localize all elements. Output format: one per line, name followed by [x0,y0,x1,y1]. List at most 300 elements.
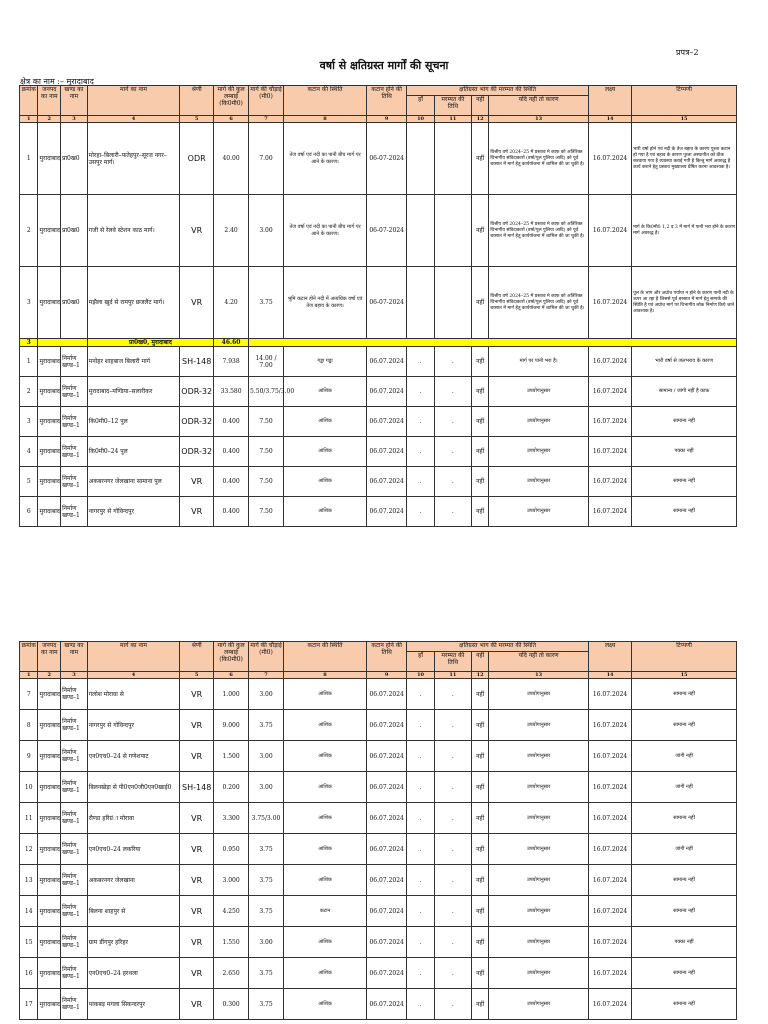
cell-reason: उपयोगानुसार [489,679,589,710]
cell-cut-status: तेज वर्षा एवं नदी का पानी बीच मार्ग पर आने के कारण। [283,123,366,195]
cell-repair-date: . [434,865,471,896]
cell-length: 3.300 [214,803,249,834]
cell-width: 7.50 [249,467,284,497]
table-row [20,437,737,467]
cell-sn: 1 [20,347,38,377]
cell-target: 16.07.2024 [589,896,632,927]
table-row [20,467,737,497]
cell-district: मुरादाबाद [38,123,61,195]
cell-district: मुरादाबाद [38,377,61,407]
cell-width: 7.50 [249,497,284,527]
table-row [20,347,737,377]
cell-category: SH-148 [180,347,214,377]
col-width: मार्ग की चौड़ाई (मी0) [249,86,284,116]
cell-district: मुरादाबाद [38,865,61,896]
cell-district: मुरादाबाद [38,267,61,339]
table-body-1 [20,123,737,527]
col-no: नहीं [471,96,488,116]
cell-district: मुरादाबाद [38,927,61,958]
cell-reason: उपयोगानुसार [489,865,589,896]
cell-length: 9.000 [214,710,249,741]
cell-yes: . [407,377,435,407]
cell-no: नहीं [471,437,488,467]
cell-reason: उपयोगानुसार [489,803,589,834]
cell-reason: उपयोगानुसार [489,896,589,927]
cell-target: 16.07.2024 [589,772,632,803]
col-division: खण्ड का नाम [61,86,88,116]
cell-no: नहीं [471,377,488,407]
cell-length: 1.550 [214,927,249,958]
cell-length: 2.40 [214,195,249,267]
cell-reason: उपयोगानुसार [489,497,589,527]
cell-road: कि0मी0–24 पुल [87,437,179,467]
cell-cut-status: आंशिक [283,437,366,467]
cell-category: VR [180,865,214,896]
cell-remarks: मार्ग के कि0मी0 1,2 व 3 में मार्ग में पानी भरा होने के कारण मार्ग अवरुद्ध है। [632,195,737,267]
column-number: 7 [249,116,284,123]
cell-cut-status: कटान [283,896,366,927]
table-row [20,958,737,989]
cell-district: मुरादाबाद [38,679,61,710]
cell-cut-date: 06-07-2024 [367,267,407,339]
cell-road: रौण्डा हरिग्रंा मोरावा [87,803,179,834]
column-number: 11 [434,672,471,679]
col-cut-status: कटान की स्थिति [283,86,366,116]
cell-yes: . [407,710,435,741]
col-target: लक्ष्य [589,86,632,116]
cell-width: 3.75/3.00 [249,803,284,834]
cell-cut-date: 06.07.2024 [367,958,407,989]
col-division: खण्ड का नाम [61,642,88,672]
cell-division: निर्माण खण्ड–1 [61,803,88,834]
cell-division: निर्माण खण्ड–1 [61,497,88,527]
cell-reason: उपयोगानुसार [489,407,589,437]
cell-cut-status: आंशिक [283,377,366,407]
cell-width: 3.75 [249,958,284,989]
cell-reason: उपयोगानुसार [489,377,589,407]
cell-no: नहीं [471,803,488,834]
cell-target: 16.07.2024 [589,834,632,865]
cell-no: नहीं [471,865,488,896]
table-row [20,123,737,195]
cell-district: मुरादाबाद [38,710,61,741]
cell-remarks: सामान्य नहीं [632,467,737,497]
column-number: 15 [632,116,737,123]
cell-length: 0.950 [214,834,249,865]
cell-width: 3.00 [249,195,284,267]
cell-road: एन0एच0–24 से गणेशपाट [87,741,179,772]
cell-category: VR [180,195,214,267]
cell-cut-date: 06-07-2024 [367,123,407,195]
cell-district: मुरादाबाद [38,347,61,377]
col-remarks: टिप्पणी [632,86,737,116]
cell-sn: 2 [20,377,38,407]
cell-district: मुरादाबाद [38,989,61,1020]
col-yes: हाँ [407,96,435,116]
cell-no: नहीं [471,710,488,741]
cell-remarks: पक्का नहीं [632,437,737,467]
cell-repair-date: . [434,896,471,927]
cell-width: 5.50/3.75/3.00 [249,377,284,407]
col-repair-date: मरम्मत की तिथि [434,652,471,672]
cell-cut-date: 06.07.2024 [367,803,407,834]
col-length: मार्ग की कुल लम्बाई (कि0मी0) [214,642,249,672]
column-number: 2 [38,672,61,679]
cell-reason: उपयोगानुसार [489,834,589,865]
cell-cut-date: 06.07.2024 [367,467,407,497]
cell-road: अकबरनगर जेलखाना सामाना पुल [87,467,179,497]
form-number: प्रपत्र–2 [676,48,699,57]
cell-cut-status: आंशिक [283,741,366,772]
cell-target: 16.07.2024 [589,437,632,467]
cell-district: मुरादाबाद [38,958,61,989]
cell-category: VR [180,958,214,989]
cell-cut-status: आंशिक [283,834,366,865]
table-row [20,989,737,1020]
column-number-row [20,116,737,123]
cell-cut-date: 06-07-2024 [367,195,407,267]
cell-cut-date: 06.07.2024 [367,989,407,1020]
table-row [20,834,737,865]
road-damage-table-2 [19,641,737,1020]
cell-division: निर्माण खण्ड–1 [61,467,88,497]
cell-target: 16.07.2024 [589,467,632,497]
cell-repair-date: . [434,497,471,527]
cell-district: मुरादाबाद [38,497,61,527]
cell-yes: . [407,407,435,437]
cell-target: 16.07.2024 [589,407,632,437]
cell-category: ODR-32 [180,407,214,437]
cell-reason: उपयोगानुसार [489,989,589,1020]
cell-category: VR [180,927,214,958]
cell-target: 16.07.2024 [589,958,632,989]
col-yes: हाँ [407,652,435,672]
cell-division: निर्माण खण्ड–1 [61,377,88,407]
column-number: 4 [87,116,179,123]
cell-category: SH-148 [180,772,214,803]
cell-yes: . [407,958,435,989]
cell-cut-status: आंशिक [283,467,366,497]
table-body-2 [20,679,737,1020]
cell-length: 0.300 [214,989,249,1020]
cell-cut-status: आंशिक [283,407,366,437]
cell-cut-status: आंशिक [283,710,366,741]
cell-reason: उपयोगानुसार [489,437,589,467]
cell-sn: 17 [20,989,38,1020]
col-cut-date: कटान होने की तिथि [367,642,407,672]
cell-cut-status: आंशिक [283,803,366,834]
page-title: वर्षा से क्षतिग्रस्त मार्गों की सूचना [319,59,449,72]
col-district: जनपद का नाम [38,86,61,116]
cell-no: नहीं [471,195,488,267]
cell-no: नहीं [471,834,488,865]
cell-cut-date: 06.07.2024 [367,497,407,527]
cell-repair-date: . [434,834,471,865]
cell-no: नहीं [471,407,488,437]
cell-yes: . [407,989,435,1020]
cell-reason: उपयोगानुसार [489,710,589,741]
cell-division: निर्माण खण्ड–1 [61,958,88,989]
cell-target: 16.07.2024 [589,195,632,267]
cell-cut-status: आंशिक [283,679,366,710]
cell-no: नहीं [471,772,488,803]
cell-remarks: सामान्य नहीं [632,679,737,710]
cell-remarks: सामान्य नहीं [632,803,737,834]
cell-yes [407,267,435,339]
col-sn: क्रमांक [20,86,38,116]
column-number: 7 [249,672,284,679]
cell-remarks: जांगी नहीं [632,772,737,803]
cell-division: निर्माण खण्ड–1 [61,865,88,896]
cell-remarks: भारी वर्षा से जलभराव के कारण [632,347,737,377]
cell-cut-status: आंशिक [283,497,366,527]
cell-cut-status: भूमि कटान होने नदी में अत्यधिक वर्षा एवं तेज बहाव के कारण। [283,267,366,339]
cell-yes: . [407,834,435,865]
cell-sn: 7 [20,679,38,710]
cell-category: VR [180,803,214,834]
cell-sn: 10 [20,772,38,803]
column-number: 6 [214,116,249,123]
cell-category: VR [180,497,214,527]
cell-repair-date: . [434,927,471,958]
cell-sn: 13 [20,865,38,896]
cell-no: नहीं [471,989,488,1020]
cell-target: 16.07.2024 [589,679,632,710]
column-number: 14 [589,672,632,679]
cell-no: नहीं [471,467,488,497]
cell-remarks: पुल के भाग और अप्रोच पर्याप्त न होने के कारण पानी नदी के ऊपर आ रहा है जिससे पूर्व बरसात में मार्ग हेतु सम्पर्क की स्थिति है एवं अप्रोच मार्ग पर विभागीय लोक निर्माण किये जाने आवश्यक है। [632,267,737,339]
cell-cut-status: गड्ढा गड्ढा [283,347,366,377]
col-category: श्रेणी [180,642,214,672]
cell-yes: . [407,347,435,377]
cell-no: नहीं [471,958,488,989]
column-number: 9 [367,116,407,123]
cell-width: 7.50 [249,437,284,467]
cell-sn: 1 [20,123,38,195]
cell-length: 3.000 [214,865,249,896]
cell-length: 0.400 [214,407,249,437]
col-district: जनपद का नाम [38,642,61,672]
table-row [20,195,737,267]
cell-width: 3.00 [249,679,284,710]
column-number: 8 [283,116,366,123]
column-number: 12 [471,672,488,679]
table-row [20,896,737,927]
cell-cut-date: 06.07.2024 [367,347,407,377]
cell-width: 3.75 [249,267,284,339]
cell-target: 16.07.2024 [589,123,632,195]
cell-width: 3.75 [249,989,284,1020]
cell-cut-status: आंशिक [283,989,366,1020]
col-repair-status: क्षतिग्रस्त भाग की मरम्मत की स्थिति [407,642,589,652]
column-number: 8 [283,672,366,679]
cell-yes: . [407,679,435,710]
column-number: 10 [407,672,435,679]
cell-district: मुरादाबाद [38,834,61,865]
cell-length: 33.580 [214,377,249,407]
cell-division: निर्माण खण्ड–1 [61,989,88,1020]
cell-no: नहीं [471,497,488,527]
cell-sn: 14 [20,896,38,927]
cell-category: VR [180,467,214,497]
cell-road: अकबरनगर जेलखाना [87,865,179,896]
cell-division: निर्माण खण्ड–1 [61,834,88,865]
cell-no: नहीं [471,927,488,958]
cell-reason: मार्ग पर पानी भरा है। [489,347,589,377]
table-header [20,642,737,679]
table-row [20,377,737,407]
cell-cut-status: आंशिक [283,927,366,958]
cell-repair-date: . [434,803,471,834]
cell-target: 16.07.2024 [589,741,632,772]
cell-cut-date: 06.07.2024 [367,710,407,741]
cell-road: गजी से रेलवे स्टेशन काठ मार्ग। [87,195,179,267]
cell-sn: 12 [20,834,38,865]
cell-sn: 4 [20,437,38,467]
cell-width: 7.00 [249,123,284,195]
cell-target: 16.07.2024 [589,267,632,339]
cell-yes: . [407,772,435,803]
cell-width: 14.00 / 7.00 [249,347,284,377]
cell-cut-date: 06.07.2024 [367,865,407,896]
cell-division: निर्माण खण्ड–1 [61,710,88,741]
cell-sn: 16 [20,958,38,989]
cell-yes: . [407,467,435,497]
cell-yes: . [407,497,435,527]
cell-cut-status: आंशिक [283,772,366,803]
cell-sn: 3 [20,267,38,339]
column-number: 1 [20,116,38,123]
total-blank [249,339,737,347]
column-number-row [20,672,737,679]
cell-yes: . [407,803,435,834]
cell-yes: . [407,927,435,958]
cell-width: 3.75 [249,710,284,741]
cell-district: मुरादाबाद [38,467,61,497]
cell-target: 16.07.2024 [589,989,632,1020]
cell-length: 7.938 [214,347,249,377]
cell-no: नहीं [471,896,488,927]
cell-target: 16.07.2024 [589,710,632,741]
cell-yes: . [407,741,435,772]
cell-length: 4.250 [214,896,249,927]
cell-width: 3.75 [249,865,284,896]
cell-road: नागरपुर से गोविन्दपुर [87,710,179,741]
cell-yes: . [407,865,435,896]
cell-sn: 8 [20,710,38,741]
column-number: 14 [589,116,632,123]
cell-sn: 15 [20,927,38,958]
col-remarks: टिप्पणी [632,642,737,672]
cell-category: VR [180,989,214,1020]
cell-reason: वित्तीय वर्ष 2024–25 में प्रस्ताव मे काफ़ को अतिरिक्त विभागीय संविदाकारों (वर्षा/पुल पुलिया आदि) को पूर्व बरसात में मार्ग हेतु कार्ययोजना में शामिल की जा चुकी है। [489,195,589,267]
cell-division: निर्माण खण्ड–1 [61,437,88,467]
cell-road: मझैला खुर्द से रामपुर छजलैट मार्ग। [87,267,179,339]
cell-reason: वित्तीय वर्ष 2024–25 में प्रस्ताव मे काफ़ को अतिरिक्त विभागीय संविदाकारों (वर्षा/पुल पुलिया आदि) को पूर्व बरसात में मार्ग हेतु कार्ययोजना में शामिल की जा चुकी है। [489,267,589,339]
cell-length: 2.650 [214,958,249,989]
cell-yes [407,123,435,195]
col-cut-status: कटान की स्थिति [283,642,366,672]
cell-division: निर्माण खण्ड–1 [61,896,88,927]
column-number: 6 [214,672,249,679]
cell-repair-date: . [434,377,471,407]
cell-category: ODR-32 [180,437,214,467]
division-total-row [20,339,737,347]
cell-cut-date: 06.07.2024 [367,437,407,467]
cell-road: बिलना शाहपुर से [87,896,179,927]
cell-repair-date: . [434,437,471,467]
cell-reason: उपयोगानुसार [489,927,589,958]
cell-cut-date: 06.07.2024 [367,679,407,710]
cell-district: मुरादाबाद [38,195,61,267]
cell-target: 16.07.2024 [589,497,632,527]
table-row [20,497,737,527]
col-road: मार्ग का नाम [87,86,179,116]
road-damage-table-1 [19,85,737,527]
column-number: 3 [61,116,88,123]
total-length: 46.60 [214,339,249,347]
cell-district: मुरादाबाद [38,803,61,834]
cell-sn: 6 [20,497,38,527]
cell-road: मनोहर शाहबाज बिलारी मार्ग [87,347,179,377]
cell-district: मुरादाबाद [38,896,61,927]
cell-width: 3.00 [249,772,284,803]
cell-category: VR [180,741,214,772]
cell-cut-status: तेज वर्षा एवं नदी का पानी बीच मार्ग पर आने के कारण। [283,195,366,267]
cell-district: मुरादाबाद [38,407,61,437]
cell-sn: 3 [20,407,38,437]
col-reason: यदि नहीं तो कारण [489,652,589,672]
col-repair-status: क्षतिग्रस्त भाग की मरम्मत की स्थिति [407,86,589,96]
cell-remarks: पक्का नहीं [632,927,737,958]
col-reason: यदि नहीं तो कारण [489,96,589,116]
cell-width: 3.00 [249,741,284,772]
cell-remarks: सामान्य नहीं [632,896,737,927]
cell-road: एन0एच0–24 लकरिया [87,834,179,865]
total-blank [38,339,87,347]
cell-category: VR [180,267,214,339]
table-row [20,710,737,741]
area-name: क्षेत्र का नाम :– मुरादाबाद [20,77,94,86]
cell-repair-date: . [434,407,471,437]
cell-repair-date [434,195,471,267]
column-number: 13 [489,116,589,123]
cell-road: ग्राम डींगपुर हरिहर [87,927,179,958]
cell-sn: 2 [20,195,38,267]
cell-no: नहीं [471,679,488,710]
cell-cut-date: 06.07.2024 [367,772,407,803]
cell-width: 7.50 [249,407,284,437]
column-number: 15 [632,672,737,679]
column-number: 10 [407,116,435,123]
column-number: 4 [87,672,179,679]
cell-width: 3.00 [249,927,284,958]
table-row [20,927,737,958]
cell-reason: उपयोगानुसार [489,741,589,772]
cell-remarks: भारी वर्षा होने एवं नदी के तेज बहाव के कारण पुश्ता कटान हो गया है एवं बहाव के कारण पुश्ता अस्थायीत को ठीक करवाया गया है व्यवस्था कराई गयी है किन्तु मार्ग अवरुद्ध है कार्य कराने हेतु प्रस्ताव मुख्यालय प्रेषित करना आवश्यक है। [632,123,737,195]
cell-repair-date: . [434,679,471,710]
col-no: नहीं [471,652,488,672]
cell-division: प्रा0ख0 [61,123,88,195]
cell-division: प्रा0ख0 [61,195,88,267]
cell-road: पाकबड़ मगला सिकन्दरपुर [87,989,179,1020]
col-road: मार्ग का नाम [87,642,179,672]
cell-repair-date: . [434,772,471,803]
column-number: 1 [20,672,38,679]
table-row [20,407,737,437]
cell-sn: 11 [20,803,38,834]
cell-length: 1.000 [214,679,249,710]
